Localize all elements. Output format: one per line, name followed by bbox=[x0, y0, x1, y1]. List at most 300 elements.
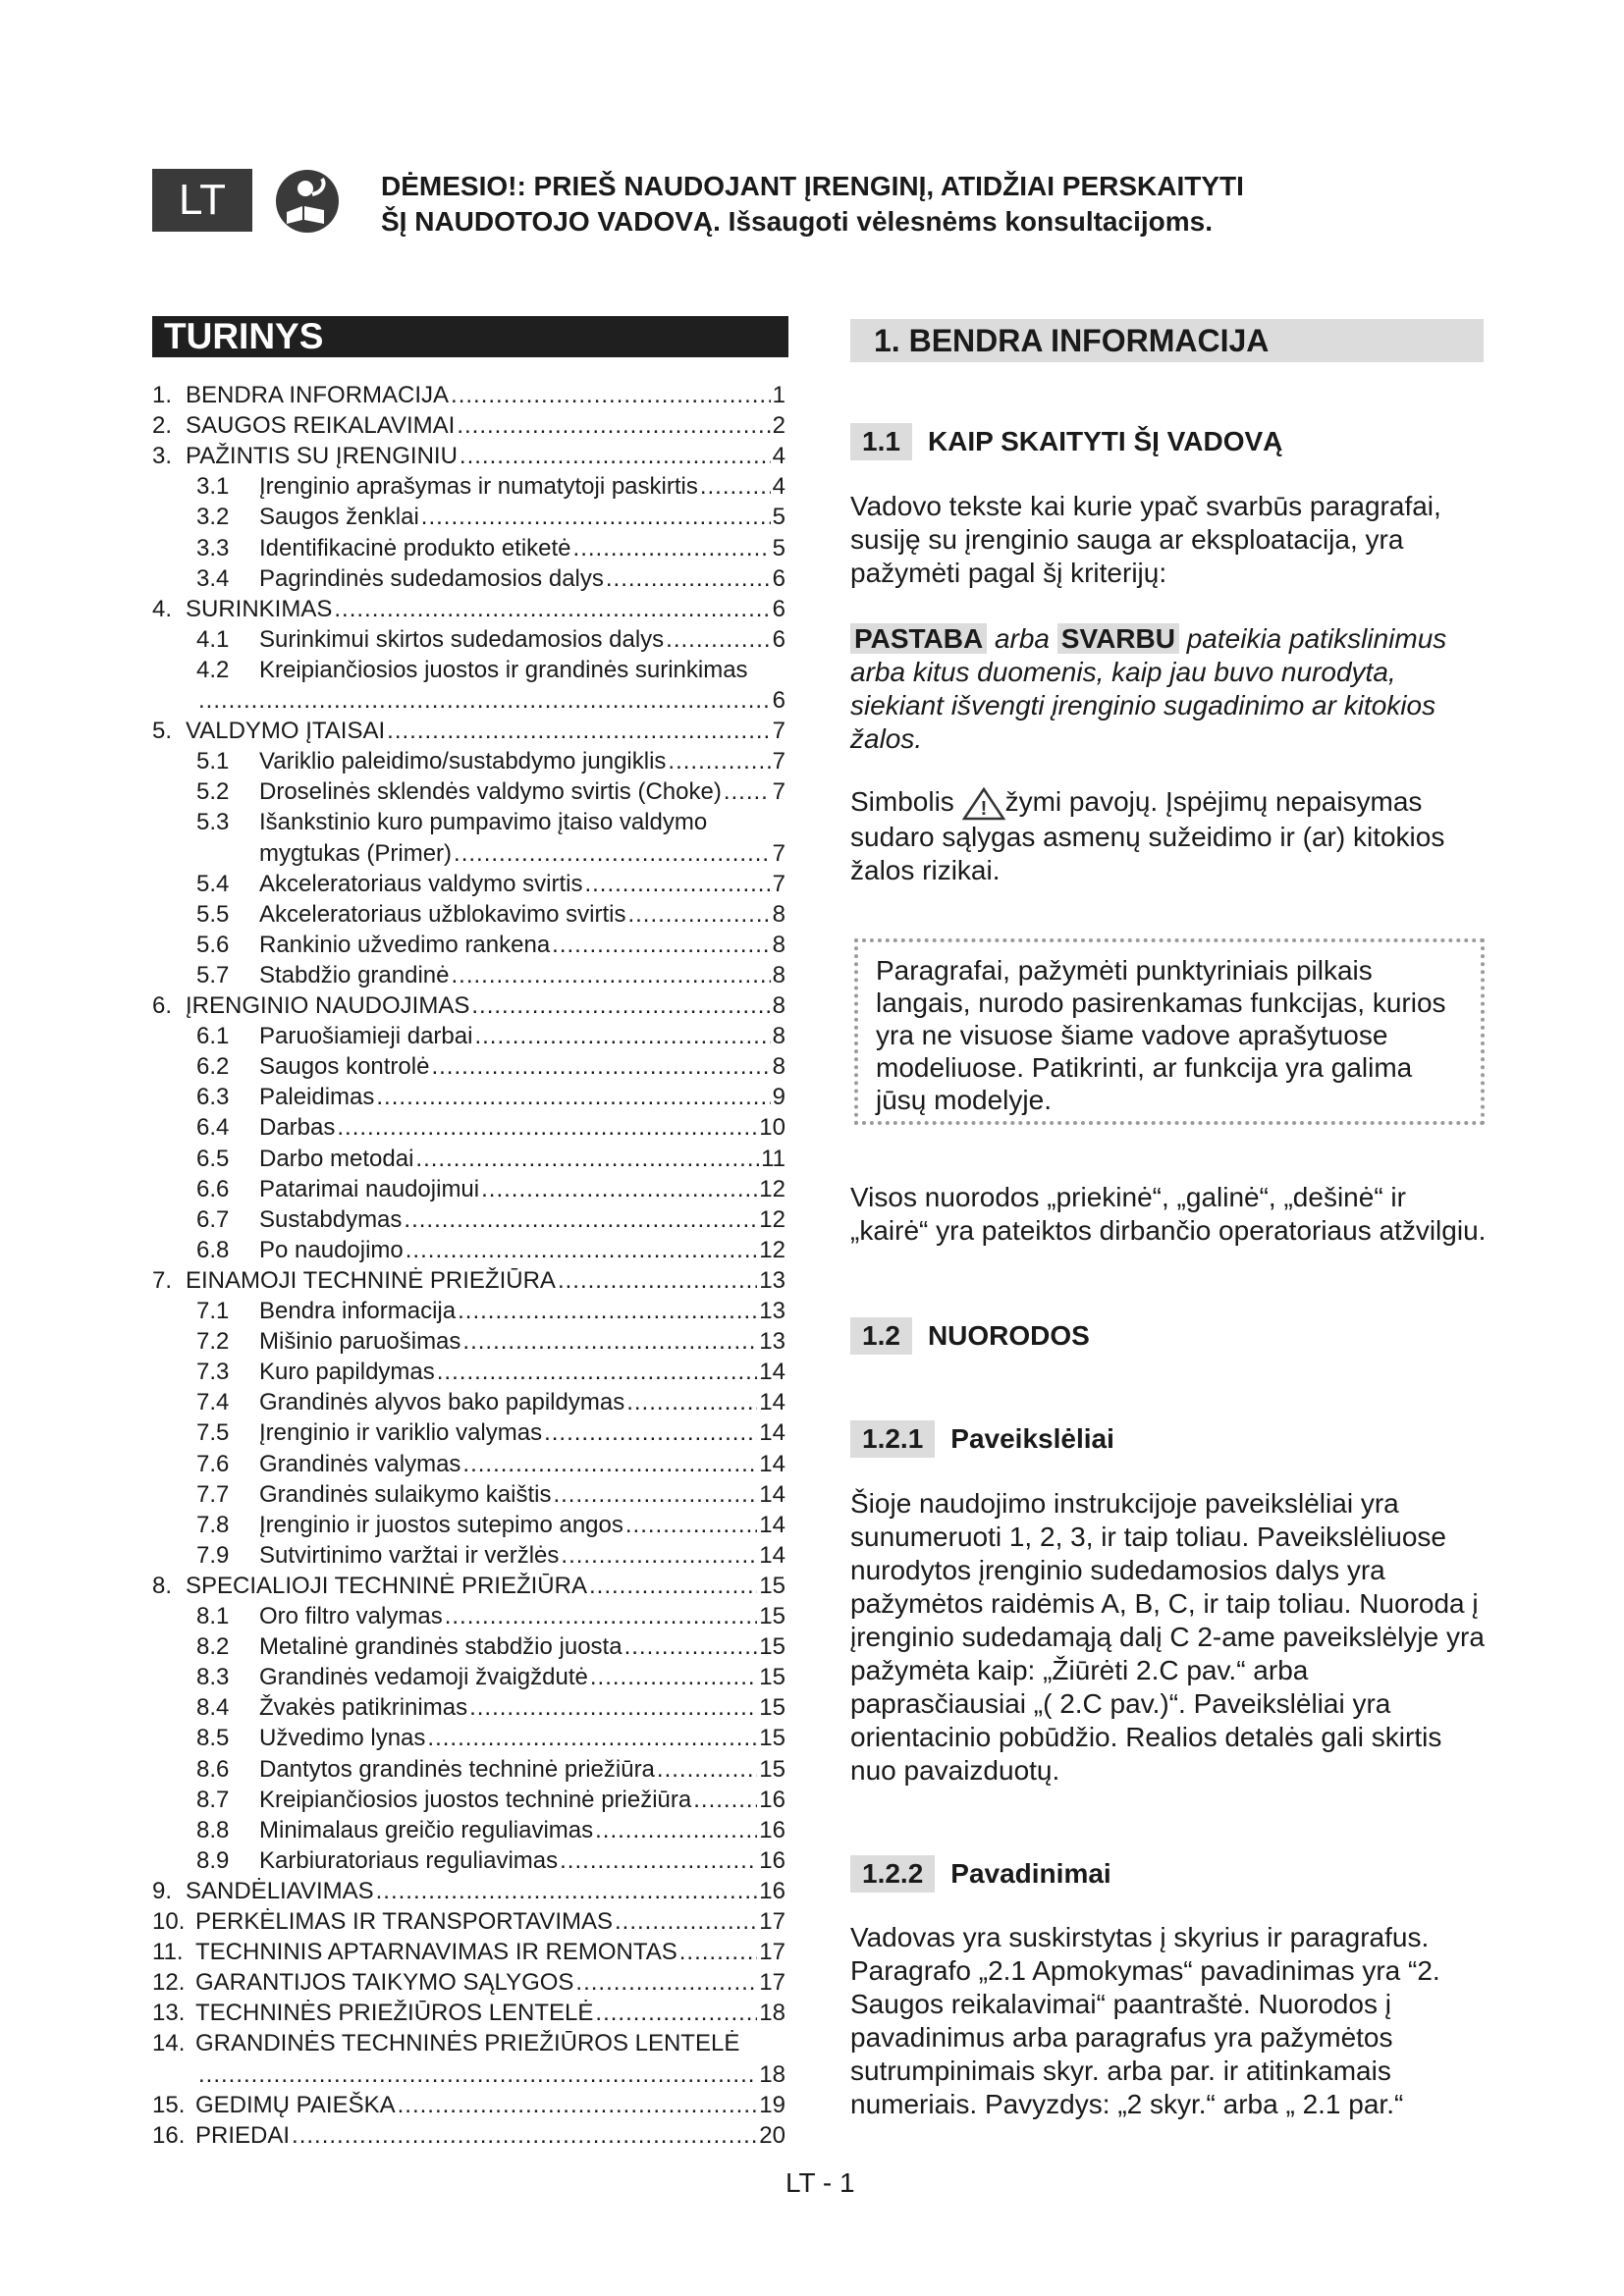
intro-paragraph: Vadovo tekste kai kurie ypač svarbūs paragrafai, susiję su įrenginio sauga ar eksploatacija, yra pažymėti pagal šį kriterijų: bbox=[850, 491, 1441, 588]
toc-entry-title: Oro filtro valymas bbox=[259, 1603, 443, 1629]
toc-entry-title: Įrenginio ir juostos sutepimo angos bbox=[259, 1511, 623, 1538]
note-text: pateikia patikslinimus arba kitus duomenis, kaip jau buvo nurodyta, siekiant išvengti įrenginio sugadinimo ar kitokios žalos. bbox=[850, 623, 1447, 754]
toc-entry bbox=[196, 564, 785, 594]
toc-entry bbox=[152, 1999, 785, 2028]
toc-entry-page: 19 bbox=[759, 2091, 785, 2118]
toc-entry-page: 8 bbox=[772, 931, 785, 958]
toc-entry-page: 15 bbox=[759, 1725, 785, 1752]
toc-entry bbox=[152, 442, 785, 471]
section-heading-1: 1. BENDRA INFORMACIJA bbox=[850, 319, 1484, 362]
toc-entry-page: 8 bbox=[772, 992, 785, 1019]
section-number: 1.1 bbox=[850, 423, 912, 460]
toc-entry-page: 15 bbox=[759, 1572, 785, 1599]
toc-entry bbox=[196, 1022, 785, 1051]
toc-leader-dots bbox=[558, 1266, 757, 1296]
toc-entry bbox=[152, 1877, 785, 1906]
toc-entry-number: 4. bbox=[152, 595, 173, 622]
toc-entry-page: 15 bbox=[759, 1603, 785, 1629]
note-label: PASTABA bbox=[850, 623, 987, 654]
toc-entry-number: 3.2 bbox=[196, 504, 230, 531]
toc-entry bbox=[152, 1572, 785, 1601]
toc-entry-title: Saugos kontrolė bbox=[259, 1053, 430, 1081]
toc-entry-title: Įrenginio ir variklio valymas bbox=[259, 1419, 543, 1447]
toc-entry bbox=[196, 1388, 785, 1417]
toc-entry-number: 8.5 bbox=[196, 1725, 230, 1752]
toc-entry-title: Kreipiančiosios juostos techninė priežiūra bbox=[259, 1786, 692, 1813]
toc-entry bbox=[196, 472, 785, 502]
toc-entry-title: SPECIALIOJI TECHNINĖ PRIEŽIŪRA bbox=[186, 1572, 587, 1599]
toc-entry-title: Minimalaus greičio reguliavimas bbox=[259, 1816, 594, 1843]
toc-entry-number: 8.9 bbox=[196, 1846, 230, 1874]
toc-leader-dots bbox=[724, 777, 771, 807]
toc-entry-title: Metalinė grandinės stabdžio juosta bbox=[259, 1633, 623, 1661]
toc-entry bbox=[196, 656, 785, 685]
toc-entry-page: 5 bbox=[772, 534, 785, 561]
toc-entry-number: 14. bbox=[152, 2030, 186, 2057]
toc-entry-number: 6.1 bbox=[196, 1023, 230, 1050]
warning-triangle-icon bbox=[962, 787, 1005, 821]
toc-entry-title: ĮRENGINIO NAUDOJIMAS bbox=[186, 992, 470, 1019]
pictures-paragraph: Šioje naudojimo instrukcijoje paveikslėliai yra sunumeruoti 1, 2, 3, ir taip toliau. Paveikslėliuose nurodytos įrenginio sudedamosios dalys yra pažymėtos raidėmis A, B, C, ir taip toliau. Nuoroda į įrenginio sudedamąją dalį C 2-ame paveikslėlyje yra pažymėta kaip: „Žiūrėti 2.C pav.“ arba paprasčiausiai „( 2.C pav.)“. Paveikslėliai yra orientacinio pobūdžio. Realios detalės gali skirtis nuo pavaizduotų. bbox=[850, 1488, 1485, 1786]
toc-entry-title: GEDIMŲ PAIEŠKA bbox=[195, 2091, 396, 2118]
toc-entry bbox=[196, 1450, 785, 1479]
toc-entry-title: Užvedimo lynas bbox=[259, 1725, 426, 1752]
toc-leader-dots bbox=[292, 2121, 757, 2151]
toc-entry-title: VALDYMO ĮTAISAI bbox=[186, 718, 386, 745]
toc-entry-page: 10 bbox=[759, 1114, 785, 1142]
toc-entry-title: Stabdžio grandinė bbox=[259, 961, 450, 988]
toc-entry-page: 4 bbox=[772, 473, 785, 501]
toc-entry bbox=[196, 900, 785, 930]
page-number: LT - 1 bbox=[785, 2167, 855, 2198]
toc-entry-title: Patarimai naudojimui bbox=[259, 1175, 480, 1202]
toc-entry bbox=[196, 961, 785, 990]
toc-entry bbox=[196, 1602, 785, 1631]
toc-leader-dots bbox=[421, 503, 771, 532]
toc-entry-page: 14 bbox=[759, 1419, 785, 1447]
toc-entry-page: 12 bbox=[759, 1236, 785, 1263]
toc-entry-number: 8. bbox=[152, 1572, 173, 1599]
toc-title: TURINYS bbox=[152, 316, 788, 357]
toc-entry-title: Karbiuratoriaus reguliavimas bbox=[259, 1846, 559, 1874]
section-number: 1.2 bbox=[850, 1317, 912, 1355]
toc-leader-dots bbox=[627, 900, 770, 930]
toc-entry-number: 3.1 bbox=[196, 473, 230, 501]
toc-entry-page: 2 bbox=[772, 412, 785, 440]
toc-entry bbox=[196, 1145, 785, 1174]
toc-entry-number: 16. bbox=[152, 2121, 186, 2149]
section-heading-1-2-1 bbox=[850, 1420, 1114, 1458]
section-title: NUORODOS bbox=[927, 1320, 1090, 1351]
toc-entry-title: TECHNINĖS PRIEŽIŪROS LENTELĖ bbox=[195, 2000, 594, 2027]
toc-entry-number: 8.2 bbox=[196, 1633, 230, 1661]
toc-entry bbox=[196, 1175, 785, 1204]
toc-entry-title: GARANTIJOS TAIKYMO SĄLYGOS bbox=[195, 1969, 574, 1997]
toc-leader-dots bbox=[458, 1297, 757, 1326]
toc-entry-number: 8.3 bbox=[196, 1664, 230, 1691]
toc-entry-page: 7 bbox=[772, 748, 785, 775]
toc-entry bbox=[196, 1205, 785, 1235]
section-title: Pavadinimai bbox=[950, 1858, 1111, 1889]
toc-entry-number: 9. bbox=[152, 1877, 173, 1904]
toc-leader-dots bbox=[560, 1846, 757, 1876]
toc-entry-number: 5.1 bbox=[196, 748, 230, 775]
toc-entry-page: 12 bbox=[759, 1205, 785, 1233]
toc-entry-number: 7.6 bbox=[196, 1450, 230, 1477]
toc-entry-number: 3. bbox=[152, 443, 173, 470]
toc-entry-number: 5.7 bbox=[196, 961, 230, 988]
toc-entry bbox=[196, 839, 785, 869]
toc-entry bbox=[196, 1663, 785, 1692]
toc-entry bbox=[196, 1846, 785, 1876]
toc-leader-dots bbox=[575, 1968, 757, 1998]
toc-entry-title: PERKĖLIMAS IR TRANSPORTAVIMAS bbox=[195, 1908, 613, 1935]
toc-entry-number: 4.2 bbox=[196, 656, 230, 683]
toc-leader-dots bbox=[606, 564, 771, 594]
toc-entry-number: 7.3 bbox=[196, 1359, 230, 1386]
toc-leader-dots bbox=[481, 1175, 757, 1204]
important-label: SVARBU bbox=[1057, 623, 1179, 654]
toc-entry bbox=[152, 411, 785, 441]
toc-leader-dots bbox=[552, 931, 770, 960]
optional-feature-box bbox=[854, 938, 1485, 1125]
toc-entry-page: 12 bbox=[759, 1175, 785, 1202]
toc-entry bbox=[196, 1541, 785, 1571]
toc-entry-title: Variklio paleidimo/sustabdymo jungiklis bbox=[259, 748, 667, 775]
toc-entry-number: 6.6 bbox=[196, 1175, 230, 1202]
symbol-text: žymi pavojų. Įspėjimų nepaisymas sudaro sąlygas asmenų sužeidimo ir (ar) kitokios žalos rizikai. bbox=[850, 786, 1445, 885]
directions-paragraph: Visos nuorodos „priekinė“, „galinė“, „dešinė“ ir „kairė“ yra pateiktos dirbančio operatoriaus atžvilgiu. bbox=[850, 1182, 1487, 1246]
toc-entry-title: Grandinės valymas bbox=[259, 1450, 461, 1477]
toc-entry-page: 8 bbox=[772, 1023, 785, 1050]
toc-leader-dots bbox=[454, 839, 771, 869]
toc-entry-page: 7 bbox=[772, 778, 785, 806]
toc-leader-dots bbox=[595, 1999, 757, 2028]
toc-entry bbox=[196, 870, 785, 899]
symbol-paragraph bbox=[850, 785, 1489, 887]
toc-entry-number: 8.1 bbox=[196, 1603, 230, 1629]
toc-leader-dots bbox=[337, 1113, 757, 1143]
toc-entry-title: Grandinės vedamoji žvaigždutė bbox=[259, 1664, 588, 1691]
toc-entry-title: PRIEDAI bbox=[195, 2121, 291, 2149]
toc-entry-title: Kuro papildymas bbox=[259, 1359, 435, 1386]
section-title: KAIP SKAITYTI ŠĮ VADOVĄ bbox=[927, 426, 1283, 456]
toc-leader-dots bbox=[615, 1907, 757, 1937]
toc-entry bbox=[196, 1632, 785, 1662]
toc-leader-dots bbox=[415, 1145, 759, 1174]
toc-entry-number: 8.6 bbox=[196, 1755, 230, 1783]
toc-entry bbox=[196, 931, 785, 960]
toc-entry-page: 16 bbox=[759, 1816, 785, 1843]
toc-entry-page: 11 bbox=[761, 1145, 785, 1172]
toc-leader-dots bbox=[561, 1541, 757, 1571]
toc-entry-page: 20 bbox=[759, 2121, 785, 2149]
toc-leader-dots bbox=[404, 1205, 757, 1235]
toc-entry bbox=[152, 2121, 785, 2151]
toc-entry-title: Paleidimas bbox=[259, 1084, 375, 1111]
toc-entry bbox=[196, 1816, 785, 1845]
optional-feature-text: Paragrafai, pažymėti punktyriniais pilkais langais, nurodo pasirenkamas funkcijas, kurios yra ne visuose šiame vadove aprašytuose modeliuose. Patikrinti, ar funkcija yra galima jūsų modelyje. bbox=[876, 955, 1446, 1115]
section-heading-1-2-2 bbox=[850, 1855, 1111, 1893]
toc-leader-dots bbox=[457, 411, 770, 441]
toc-entry-title: Grandinės alyvos bako papildymas bbox=[259, 1389, 625, 1416]
toc-leader-dots bbox=[198, 2060, 757, 2090]
toc-leader-dots bbox=[462, 1327, 757, 1357]
toc-entry-number: 5.3 bbox=[196, 809, 230, 836]
toc-entry bbox=[152, 1938, 785, 1967]
toc-entry-number: 7.1 bbox=[196, 1298, 230, 1324]
toc-entry-page: 15 bbox=[759, 1694, 785, 1722]
toc-leader-dots bbox=[584, 870, 770, 899]
toc-entry-number: 8.8 bbox=[196, 1816, 230, 1843]
toc-entry-number: 7.8 bbox=[196, 1511, 230, 1538]
toc-entry-page: 8 bbox=[772, 1053, 785, 1081]
toc-leader-dots bbox=[334, 595, 770, 624]
toc-leader-dots bbox=[376, 1083, 770, 1112]
toc-entry-number: 6.2 bbox=[196, 1053, 230, 1081]
toc-entry-page: 5 bbox=[772, 504, 785, 531]
toc-entry-number: 12. bbox=[152, 1969, 186, 1997]
toc-entry bbox=[196, 534, 785, 563]
toc-entry-number: 6.5 bbox=[196, 1145, 230, 1172]
toc-leader-dots bbox=[445, 1602, 758, 1631]
toc-entry-title: Akceleratoriaus valdymo svirtis bbox=[259, 870, 583, 897]
toc-leader-dots bbox=[431, 1052, 770, 1082]
toc-leader-dots bbox=[625, 1511, 757, 1540]
warning-line-2: ŠĮ NAUDOTOJO VADOVĄ. Išsaugoti vėlesnėms konsultacijoms. bbox=[381, 206, 1213, 237]
toc-entry-page: 14 bbox=[759, 1389, 785, 1416]
toc-leader-dots bbox=[427, 1724, 757, 1753]
toc-leader-dots bbox=[590, 1663, 757, 1692]
toc-entry-title: Droselinės sklendės valdymo svirtis (Choke) bbox=[259, 778, 722, 806]
toc-leader-dots bbox=[437, 1358, 758, 1387]
toc-leader-dots bbox=[474, 1022, 770, 1051]
toc-entry-number: 3.3 bbox=[196, 534, 230, 561]
toc-entry-title: SANDĖLIAVIMAS bbox=[186, 1877, 374, 1904]
toc-entry-title: TECHNINIS APTARNAVIMAS IR REMONTAS bbox=[195, 1939, 677, 1966]
toc-entry bbox=[152, 595, 785, 624]
toc-entry-title: SURINKIMAS bbox=[186, 595, 333, 622]
toc-leader-dots bbox=[657, 1755, 757, 1785]
toc-entry-title: Grandinės sulaikymo kaištis bbox=[259, 1480, 552, 1508]
toc-entry-title: Rankinio užvedimo rankena bbox=[259, 931, 551, 958]
titles-paragraph: Vadovas yra suskirstytas į skyrius ir paragrafus. Paragrafo „2.1 Apmokymas“ pavadinimas yra “2. Saugos reikalavimai“ paantraštė. Nuorodos į pavadinimus arba paragrafus yra pažymėtos sutrumpinimais skyr. arba par. ir atitinkamais numeriais. Pavyzdys: „2 skyr.“ arba „ 2.1 par.“ bbox=[850, 1922, 1440, 2119]
toc-entry-title: Darbas bbox=[259, 1114, 336, 1142]
toc-entry-page: 6 bbox=[772, 625, 785, 653]
toc-entry-number: 10. bbox=[152, 1908, 186, 1935]
toc-leader-dots bbox=[679, 1938, 758, 1967]
toc-entry-number: 13. bbox=[152, 2000, 186, 2027]
toc-entry-number: 7. bbox=[152, 1266, 173, 1294]
toc-entry-number: 7.5 bbox=[196, 1419, 230, 1447]
toc-leader-dots bbox=[668, 747, 770, 776]
toc-entry-page: 14 bbox=[759, 1480, 785, 1508]
toc-entry-title: Kreipiančiosios juostos ir grandinės surinkimas bbox=[259, 656, 748, 683]
toc-entry-page: 7 bbox=[772, 839, 785, 867]
toc-entry-title: Įrenginio aprašymas ir numatytoji paskirtis bbox=[259, 473, 698, 501]
toc-leader-dots bbox=[198, 686, 771, 716]
toc-entry-page: 13 bbox=[759, 1266, 785, 1294]
toc-entry-page: 15 bbox=[759, 1755, 785, 1783]
toc-entry-number: 6.7 bbox=[196, 1205, 230, 1233]
toc-entry-title: PAŽINTIS SU ĮRENGINIU bbox=[186, 443, 458, 470]
toc-leader-dots bbox=[398, 2091, 758, 2120]
toc-entry-title: mygtukas (Primer) bbox=[259, 839, 453, 867]
toc-entry bbox=[196, 503, 785, 532]
toc-entry-title: Sustabdymas bbox=[259, 1205, 403, 1233]
toc-entry-number: 5. bbox=[152, 718, 173, 745]
toc-entry-number: 7.4 bbox=[196, 1389, 230, 1416]
toc-leader-dots bbox=[462, 1450, 757, 1479]
toc-leader-dots bbox=[700, 472, 771, 502]
toc-entry bbox=[196, 1724, 785, 1753]
toc-entry-title: Pagrindinės sudedamosios dalys bbox=[259, 564, 604, 592]
toc-leader-dots bbox=[573, 534, 771, 563]
toc-entry-page: 6 bbox=[772, 564, 785, 592]
toc-entry-number: 11. bbox=[152, 1939, 184, 1966]
svg-text:!: ! bbox=[980, 797, 987, 820]
toc-entry bbox=[152, 1968, 785, 1998]
toc-entry bbox=[152, 2029, 785, 2058]
toc-leader-dots bbox=[693, 1786, 757, 1815]
toc-entry-page: 13 bbox=[759, 1298, 785, 1324]
toc-entry-number: 4.1 bbox=[196, 625, 230, 653]
toc-entry bbox=[152, 991, 785, 1021]
toc-entry-number: 5.5 bbox=[196, 900, 230, 928]
toc-entry-page: 8 bbox=[772, 900, 785, 928]
toc-entry-page: 17 bbox=[759, 1969, 785, 1997]
toc-entry-page: 16 bbox=[759, 1846, 785, 1874]
section-heading-1-2 bbox=[850, 1317, 1090, 1355]
toc-entry-page: 8 bbox=[772, 961, 785, 988]
toc-entry-page: 14 bbox=[759, 1450, 785, 1477]
toc-entry bbox=[196, 2060, 785, 2090]
toc-entry-page: 16 bbox=[759, 1786, 785, 1813]
toc-entry bbox=[196, 625, 785, 655]
toc-leader-dots bbox=[544, 1418, 757, 1448]
toc-entry-number: 3.4 bbox=[196, 564, 230, 592]
toc-entry-page: 18 bbox=[759, 2060, 785, 2088]
toc-entry-page: 17 bbox=[759, 1908, 785, 1935]
toc-entry-title: SAUGOS REIKALAVIMAI bbox=[186, 412, 456, 440]
toc-entry bbox=[196, 1297, 785, 1326]
toc-entry-number: 6. bbox=[152, 992, 173, 1019]
section-heading-1-1 bbox=[850, 423, 1282, 460]
note-paragraph bbox=[850, 622, 1489, 756]
symbol-pre: Simbolis bbox=[850, 786, 962, 817]
toc-entry-page: 16 bbox=[759, 1877, 785, 1904]
toc-entry-page: 7 bbox=[772, 718, 785, 745]
toc-leader-dots bbox=[387, 717, 770, 746]
toc-entry-page: 4 bbox=[772, 443, 785, 470]
toc-entry bbox=[196, 1786, 785, 1815]
toc-entry-title: Identifikacinė produkto etiketė bbox=[259, 534, 571, 561]
toc-entry-page: 1 bbox=[772, 382, 785, 408]
warning-line-1: DĖMESIO!: PRIEŠ NAUDOJANT ĮRENGINĮ, ATIDŽIAI PERSKAITYTI bbox=[381, 171, 1244, 201]
toc-entry-title: Bendra informacija bbox=[259, 1298, 457, 1324]
toc-entry bbox=[196, 1052, 785, 1082]
toc-leader-dots bbox=[626, 1388, 757, 1417]
toc-entry-title: Sutvirtinimo varžtai ir veržlės bbox=[259, 1541, 560, 1569]
toc-entry bbox=[196, 1113, 785, 1143]
toc-entry bbox=[196, 808, 785, 837]
toc-entry-number: 15. bbox=[152, 2091, 186, 2118]
toc-entry bbox=[196, 747, 785, 776]
toc-entry-number: 7.2 bbox=[196, 1328, 230, 1356]
section-number: 1.2.1 bbox=[850, 1420, 935, 1458]
toc-entry-title: GRANDINĖS TECHNINĖS PRIEŽIŪROS LENTELĖ bbox=[195, 2030, 740, 2057]
toc-entry bbox=[196, 1236, 785, 1265]
toc-leader-dots bbox=[553, 1480, 757, 1510]
toc-entry-number: 6.8 bbox=[196, 1236, 230, 1263]
toc-entry-number: 7.9 bbox=[196, 1541, 230, 1569]
toc-entry-number: 1. bbox=[152, 382, 173, 408]
toc-leader-dots bbox=[460, 442, 771, 471]
toc-leader-dots bbox=[451, 381, 771, 410]
toc-entry-page: 15 bbox=[759, 1664, 785, 1691]
toc-entry-number: 7.7 bbox=[196, 1480, 230, 1508]
toc-entry-page: 9 bbox=[772, 1084, 785, 1111]
toc-entry bbox=[152, 1907, 785, 1937]
toc-leader-dots bbox=[624, 1632, 758, 1662]
toc-leader-dots bbox=[595, 1816, 757, 1845]
toc-entry-title: Dantytos grandinės techninė priežiūra bbox=[259, 1755, 655, 1783]
toc-entry-number: 8.4 bbox=[196, 1694, 230, 1722]
toc-entry bbox=[196, 686, 785, 716]
toc-entry-number: 5.6 bbox=[196, 931, 230, 958]
read-manual-icon bbox=[273, 167, 342, 236]
toc-entry-title: BENDRA INFORMACIJA bbox=[186, 382, 450, 408]
toc-entry-number: 5.4 bbox=[196, 870, 230, 897]
toc-entry-number: 6.3 bbox=[196, 1084, 230, 1111]
toc-entry-page: 6 bbox=[772, 687, 785, 714]
note-arba: arba bbox=[987, 623, 1057, 654]
toc-entry-title: Išankstinio kuro pumpavimo įtaiso valdymo bbox=[259, 809, 708, 836]
toc-entry-title: Darbo metodai bbox=[259, 1145, 414, 1172]
toc-entry-number: 2. bbox=[152, 412, 173, 440]
toc-entry bbox=[152, 2091, 785, 2120]
toc-entry-number: 5.2 bbox=[196, 778, 230, 806]
toc-entry-page: 13 bbox=[759, 1328, 785, 1356]
toc-leader-dots bbox=[666, 625, 770, 655]
language-badge: LT bbox=[152, 169, 252, 232]
toc-entry bbox=[196, 777, 785, 807]
toc-entry-title: Žvakės patikrinimas bbox=[259, 1694, 468, 1722]
toc-entry bbox=[196, 1358, 785, 1387]
toc-entry bbox=[196, 1511, 785, 1540]
toc-leader-dots bbox=[589, 1572, 757, 1601]
toc-leader-dots bbox=[451, 961, 770, 990]
toc-entry-title: Surinkimui skirtos sudedamosios dalys bbox=[259, 625, 665, 653]
toc-entry bbox=[152, 717, 785, 746]
toc-entry-page: 15 bbox=[759, 1633, 785, 1661]
safety-warning bbox=[381, 169, 1363, 240]
toc-entry-page: 6 bbox=[772, 595, 785, 622]
toc-entry-title: Paruošiamieji darbai bbox=[259, 1023, 473, 1050]
toc-entry-title: Akceleratoriaus užblokavimo svirtis bbox=[259, 900, 626, 928]
toc-entry-number: 6.4 bbox=[196, 1114, 230, 1142]
toc-entry bbox=[152, 1266, 785, 1296]
toc-entry-page: 14 bbox=[759, 1541, 785, 1569]
toc-entry bbox=[196, 1327, 785, 1357]
toc-entry-title: Mišinio paruošimas bbox=[259, 1328, 461, 1356]
section-number: 1.2.2 bbox=[850, 1855, 935, 1893]
section-title: Paveikslėliai bbox=[950, 1423, 1114, 1454]
toc-entry-title: Po naudojimo bbox=[259, 1236, 404, 1263]
toc-leader-dots bbox=[471, 991, 770, 1021]
toc-entry-title: Saugos ženklai bbox=[259, 504, 419, 531]
toc-entry bbox=[196, 1480, 785, 1510]
